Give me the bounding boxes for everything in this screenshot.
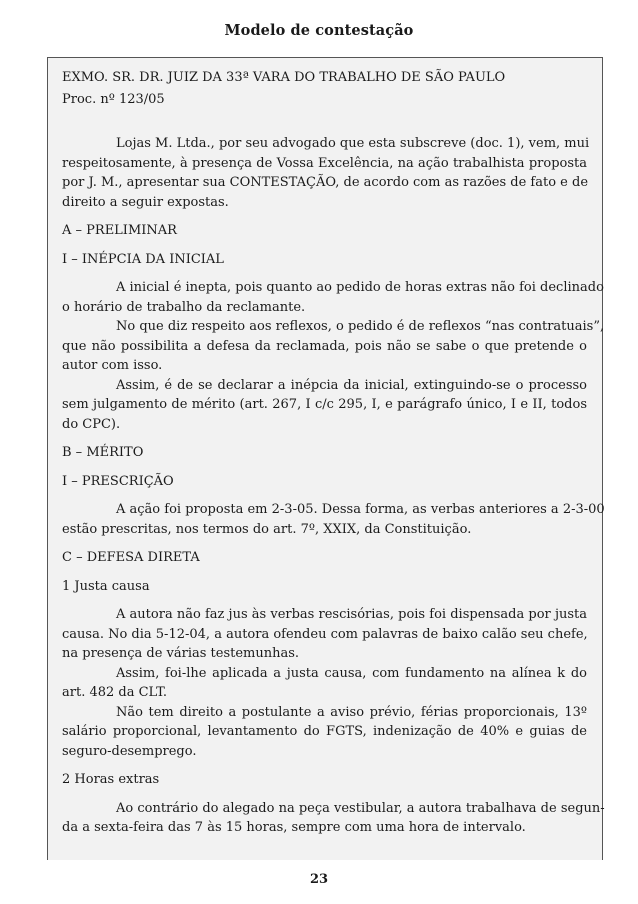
paragraph-line: Assim, foi-lhe aplicada a justa causa, com fundamento na alínea k do: [116, 665, 587, 681]
paragraph-line: A ação foi proposta em 2-3-05. Dessa forma, as verbas anteriores a 2-3-00: [116, 502, 605, 517]
section-heading-defesa-direta: C – DEFESA DIRETA: [62, 550, 200, 565]
paragraph-c4: [62, 799, 605, 838]
section-heading-merito: B – MÉRITO: [62, 445, 144, 460]
paragraph-line: A autora não faz jus às verbas rescisórias, pois foi dispensada por justa: [116, 607, 587, 622]
paragraph-line: do CPC).: [62, 416, 121, 432]
page-number: 23: [309, 872, 329, 887]
addressee-line: EXMO. SR. DR. JUIZ DA 33ª VARA DO TRABALHO DE SÃO PAULO: [62, 70, 506, 85]
paragraph-line: por J. M., apresentar sua CONTESTAÇÃO, de acordo com as razões de fato e de: [62, 175, 589, 190]
paragraph-c2: [62, 664, 587, 703]
paragraph-line: na presença de várias testemunhas.: [62, 646, 300, 661]
subsection-heading-justa-causa: 1 Justa causa: [62, 578, 150, 594]
process-number: Proc. nº 123/05: [62, 91, 165, 107]
paragraph-line: que não possibilita a defesa da reclamada, pois não se sabe o que pretende o: [62, 338, 587, 354]
paragraph-line: No que diz respeito aos reflexos, o pedido é de reflexos “nas contratuais”,: [116, 319, 605, 334]
paragraph-c3: [62, 703, 587, 762]
subsection-heading-inepcia: I – INÉPCIA DA INICIAL: [62, 251, 224, 267]
paragraph-a3: [62, 376, 587, 435]
paragraph-b1: [62, 500, 605, 539]
paragraph-a1: [62, 278, 604, 317]
document-box: [47, 57, 603, 860]
intro-paragraph: [62, 134, 590, 212]
paragraph-line: Não tem direito a postulante a aviso prévio, férias proporcionais, 13º: [116, 704, 587, 720]
subsection-heading-prescricao: I – PRESCRIÇÃO: [62, 473, 174, 489]
paragraph-line: autor com isso.: [62, 358, 163, 373]
subsection-heading-horas-extras: 2 Horas extras: [62, 772, 160, 787]
paragraph-line: da a sexta-feira das 7 às 15 horas, sempre com uma hora de intervalo.: [62, 820, 526, 835]
paragraph-line: direito a seguir expostas.: [62, 194, 229, 210]
section-heading-preliminar: A – PRELIMINAR: [62, 223, 177, 238]
paragraph-line: Assim, é de se declarar a inépcia da inicial, extinguindo-se o processo: [116, 377, 587, 393]
paragraph-line: o horário de trabalho da reclamante.: [62, 299, 306, 315]
paragraph-a2: [62, 317, 605, 376]
running-head-title: Modelo de contestação: [224, 22, 414, 39]
paragraph-c1: [62, 605, 587, 664]
paragraph-line: respeitosamente, à presença de Vossa Excelência, na ação trabalhista proposta: [62, 155, 587, 171]
paragraph-line: sem julgamento de mérito (art. 267, I c/c 295, I, e parágrafo único, I e II, todos: [62, 397, 587, 412]
paragraph-line: Ao contrário do alegado na peça vestibular, a autora trabalhava de segun-: [116, 800, 605, 816]
paragraph-line: causa. No dia 5-12-04, a autora ofendeu com palavras de baixo calão seu chefe,: [62, 626, 588, 642]
paragraph-line: art. 482 da CLT.: [62, 685, 168, 700]
document-content: [62, 68, 605, 838]
paragraph-line: salário proporcional, levantamento do FGTS, indenização de 40% e guias de: [62, 724, 587, 739]
paragraph-line: estão prescritas, nos termos do art. 7º, XXIX, da Constituição.: [62, 521, 472, 537]
paragraph-line: A inicial é inepta, pois quanto ao pedido de horas extras não foi declinado: [116, 280, 604, 295]
paragraph-line: Lojas M. Ltda., por seu advogado que esta subscreve (doc. 1), vem, mui: [116, 136, 590, 151]
paragraph-line: seguro-desemprego.: [62, 743, 197, 759]
